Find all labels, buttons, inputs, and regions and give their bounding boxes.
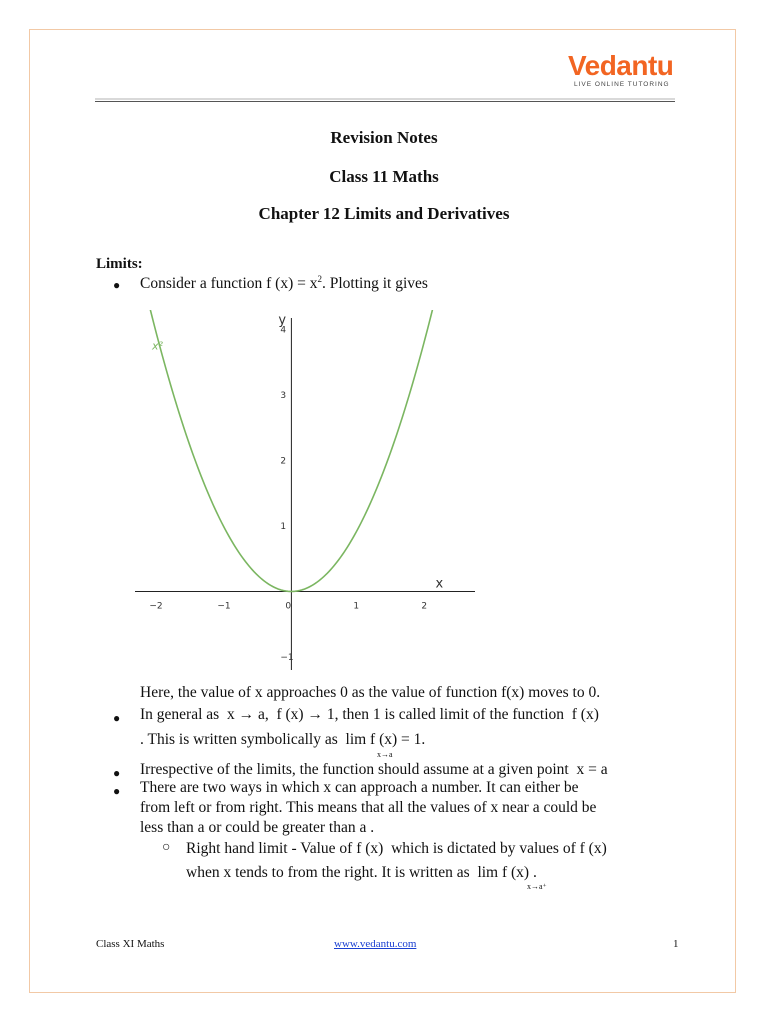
text-here: Here, the value of x approaches 0 as the value of function f(x) moves to 0.	[140, 684, 601, 701]
x-squared-graph	[135, 310, 475, 670]
text-general: In general as x → a, f (x) → 1, then 1 is called limit of the function f (x)	[140, 706, 599, 723]
y-tick-label: −1	[280, 652, 294, 663]
text-two-ways-1: There are two ways in which x can approach a number. It can either be	[140, 779, 579, 796]
footer-website-link[interactable]: www.vedantu.com	[334, 938, 417, 950]
logo-wordmark: Vedantu	[568, 50, 674, 81]
chart-ticks	[149, 326, 427, 663]
x-axis-label: x	[435, 576, 444, 592]
x-tick-label: −1	[217, 601, 231, 612]
limit-subscript: x→a	[377, 750, 393, 759]
footer-class: Class XI Maths	[96, 938, 165, 950]
header-rule	[95, 98, 675, 100]
title-revision-notes: Revision Notes	[330, 128, 438, 147]
sub-bullet: ○	[162, 840, 171, 855]
vedantu-logo	[568, 52, 688, 92]
series-label: x²	[152, 339, 163, 353]
limit-subscript-right: x→a⁺	[527, 882, 547, 891]
bullet: ●	[113, 784, 121, 798]
title-class: Class 11 Maths	[329, 167, 439, 186]
bullet: ●	[113, 278, 121, 292]
y-tick-label: 2	[280, 456, 287, 467]
text-two-ways-3: less than a or could be greater than a .	[140, 819, 375, 836]
text-rhl-1: Right hand limit - Value of f (x) which is dictated by values of f (x)	[186, 840, 607, 857]
footer-page-number: 1	[673, 938, 679, 950]
x-tick-label: −2	[149, 601, 163, 612]
section-heading-limits: Limits:	[96, 256, 143, 272]
logo-tagline: LIVE ONLINE TUTORING	[574, 81, 670, 88]
x-tick-label: 0	[285, 601, 292, 612]
text-consider: Consider a function f $(x) = x^2$. Plotting it gives	[140, 274, 428, 293]
y-tick-label: 3	[280, 391, 287, 402]
bullet: ●	[113, 711, 121, 725]
x-tick-label: 2	[421, 601, 428, 612]
chart-axes	[135, 318, 475, 670]
title-chapter: Chapter 12 Limits and Derivatives	[258, 204, 510, 223]
text-irrespective: Irrespective of the limits, the function should assume at a given point x = a	[140, 761, 608, 778]
y-tick-label: 4	[280, 325, 287, 336]
x-tick-label: 1	[353, 601, 360, 612]
text-two-ways-2: from left or from right. This means that all the values of x near a could be	[140, 799, 597, 816]
y-tick-label: 1	[280, 522, 287, 532]
text-rhl-2: when x tends to from the right. It is written as lim f (x) .	[186, 864, 537, 881]
text-written: . This is written symbolically as lim f (x) = 1.	[140, 731, 426, 748]
bullet: ●	[113, 766, 121, 780]
y-axis-label: y	[278, 313, 287, 328]
header-rule-line	[95, 101, 675, 102]
